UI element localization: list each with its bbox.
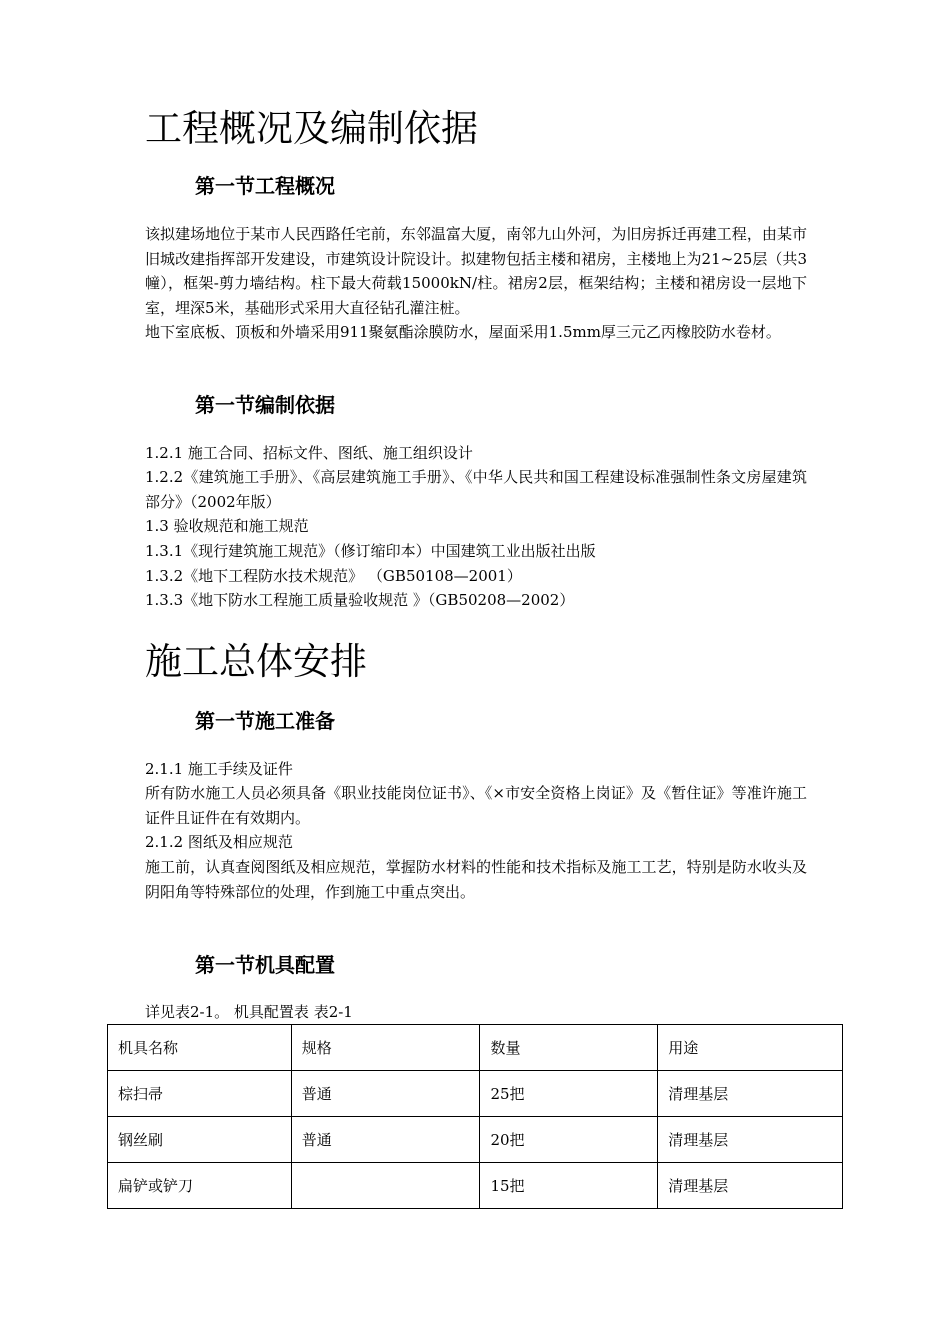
- section-title-arrangement: 施工总体安排: [145, 640, 367, 683]
- table-cell: 棕扫帚: [108, 1071, 292, 1117]
- table-header-cell: 规格: [291, 1025, 480, 1071]
- basis-item: 1.3.2《地下工程防水技术规范》 （GB50108—2001）: [145, 567, 522, 585]
- subsection-title-equipment: 第一节机具配置: [195, 953, 335, 977]
- preparation-item: 施工前，认真查阅图纸及相应规范，掌握防水材料的性能和技术指标及施工工艺，特别是防水收头及阴阳角等特殊部位的处理，作到施工中重点突出。: [145, 858, 807, 901]
- table-header-row: [108, 1025, 843, 1071]
- basis-item: 1.3 验收规范和施工规范: [145, 517, 309, 535]
- table-row: [108, 1117, 843, 1163]
- subsection-title-overview: 第一节工程概况: [195, 174, 335, 198]
- preparation-item: 所有防水施工人员必须具备《职业技能岗位证书》、《×市安全资格上岗证》及《暂住证》等准许施工证件且证件在有效期内。: [145, 784, 807, 827]
- table-cell: 清理基层: [658, 1117, 843, 1163]
- basis-item: 1.2.1 施工合同、招标文件、图纸、施工组织设计: [145, 444, 473, 462]
- table-cell: 清理基层: [658, 1071, 843, 1117]
- table-row: [108, 1163, 843, 1209]
- table-header-cell: 用途: [658, 1025, 843, 1071]
- basis-item: 1.2.2《建筑施工手册》、《高层建筑施工手册》、《中华人民共和国工程建设标准强制性条文房屋建筑部分》（2002年版）: [145, 468, 807, 511]
- overview-paragraph-2: 地下室底板、顶板和外墙采用911聚氨酯涂膜防水，屋面采用1.5mm厚三元乙丙橡胶防水卷材。: [145, 323, 781, 341]
- preparation-item: 2.1.1 施工手续及证件: [145, 760, 293, 778]
- table-cell: 清理基层: [658, 1163, 843, 1209]
- table-header-cell: 机具名称: [108, 1025, 292, 1071]
- section-title-overview: 工程概况及编制依据: [145, 107, 478, 150]
- table-caption: 详见表2-1。 机具配置表 表2-1: [145, 1003, 353, 1021]
- subsection-title-preparation: 第一节施工准备: [195, 709, 335, 733]
- table-cell: 普通: [291, 1117, 480, 1163]
- table-row: [108, 1071, 843, 1117]
- basis-item: 1.3.1《现行建筑施工规范》（修订缩印本）中国建筑工业出版社出版: [145, 542, 596, 560]
- table-cell: 普通: [291, 1071, 480, 1117]
- table-cell: 20把: [480, 1117, 658, 1163]
- table-cell: 15把: [480, 1163, 658, 1209]
- table-cell: [291, 1163, 480, 1209]
- table-cell: 扁铲或铲刀: [108, 1163, 292, 1209]
- basis-item: 1.3.3《地下防水工程施工质量验收规范 》（GB50208—2002）: [145, 591, 575, 609]
- preparation-item: 2.1.2 图纸及相应规范: [145, 833, 293, 851]
- table-cell: 钢丝刷: [108, 1117, 292, 1163]
- table-header-cell: 数量: [480, 1025, 658, 1071]
- subsection-title-basis: 第一节编制依据: [195, 393, 335, 417]
- equipment-table: [107, 1024, 843, 1209]
- overview-paragraph-1: 该拟建场地位于某市人民西路任宅前，东邻温富大厦，南邻九山外河，为旧房拆迁再建工程，由某市旧城改建指挥部开发建设，市建筑设计院设计。拟建物包括主楼和裙房，主楼地上为21~25层（共3幢），框架-剪力墙结构。柱下最大荷载15000kN/柱。裙房2层，框架结构；主楼和裙房设一层地下室，埋深5米，基础形式采用大直径钻孔灌注桩。: [145, 225, 807, 317]
- table-cell: 25把: [480, 1071, 658, 1117]
